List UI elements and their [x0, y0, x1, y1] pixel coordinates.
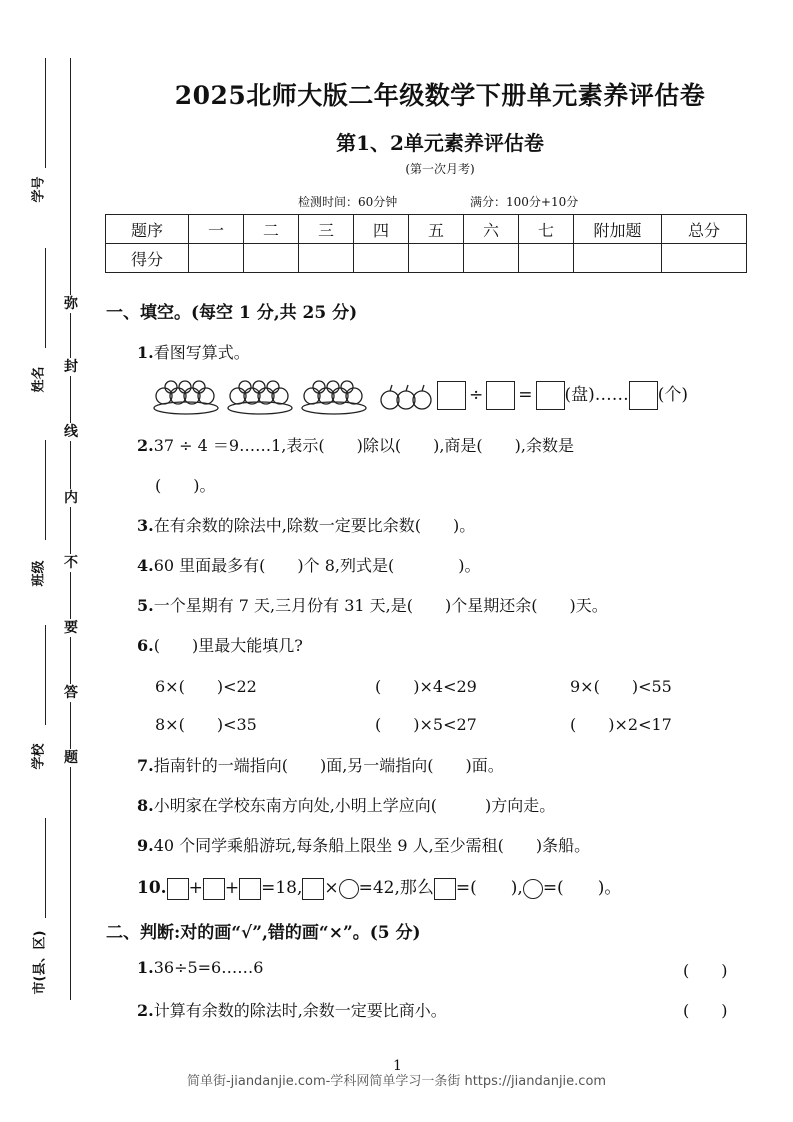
- seal-char: 要: [64, 620, 78, 636]
- question-number: 5.: [137, 596, 154, 615]
- question-text: ( )里最大能填几?: [153, 636, 303, 655]
- seal-char: 不: [64, 555, 78, 571]
- score-table-score-row: [106, 244, 747, 273]
- question-number: 8.: [137, 796, 154, 815]
- score-header: 二: [244, 215, 299, 244]
- score-header: 总分: [662, 215, 747, 244]
- question-text: 看图写算式。: [153, 343, 250, 362]
- inequality-item: 8×( )<35: [155, 715, 257, 734]
- apple-plate-icon: [302, 381, 366, 414]
- score-header: 六: [464, 215, 519, 244]
- label-class: 班级: [31, 560, 47, 587]
- page-number: 1: [393, 1058, 402, 1074]
- judge-item-2: [137, 998, 447, 1021]
- inequality-item: ( )×4<29: [375, 677, 477, 696]
- question-3: [137, 513, 475, 536]
- question-number: 2.: [137, 436, 154, 455]
- score-header: 三: [299, 215, 354, 244]
- footer-watermark: 简单街-jiandanjie.com-学科网简单学习一条街 https://jiandanjie.com: [186, 1074, 607, 1089]
- equation-product: =42,那么: [358, 878, 434, 898]
- judge-blank-1[interactable]: ( ): [683, 961, 728, 980]
- seal-char: 答: [64, 685, 78, 701]
- shape-box: [434, 878, 456, 900]
- seal-char: 题: [64, 750, 78, 766]
- label-city: 市(县、区): [32, 930, 48, 995]
- inequality-item: 9×( )<55: [570, 677, 672, 696]
- seal-char: 内: [64, 490, 78, 506]
- score-header: 一: [189, 215, 244, 244]
- score-table-header-row: [106, 215, 747, 244]
- question-9: [137, 833, 590, 856]
- score-cell[interactable]: [189, 244, 244, 273]
- shape-circle: [339, 879, 359, 899]
- score-table: [105, 214, 747, 273]
- label-student-id: 学号: [31, 176, 47, 203]
- unit-plate-remainder: (盘)……: [564, 385, 629, 405]
- score-cell[interactable]: [409, 244, 464, 273]
- equation-sum: =18,: [261, 878, 303, 898]
- apple-plate-icon: [228, 381, 292, 414]
- question-6: [137, 633, 303, 656]
- question-10: [137, 873, 621, 900]
- question-number: 10.: [137, 878, 167, 898]
- question-text: 60 里面最多有( )个 8,列式是( )。: [153, 556, 481, 575]
- exam-note: (第一次月考): [405, 162, 475, 176]
- apple-plates-illustration: [152, 374, 432, 418]
- exam-time: 检测时间：60分钟: [298, 195, 398, 209]
- question-number: 4.: [137, 556, 154, 575]
- shape-box: [239, 878, 261, 900]
- question-text: 指南针的一端指向( )面,另一端指向( )面。: [153, 756, 504, 775]
- full-score: 满分：100分+10分: [470, 195, 579, 209]
- seal-char: 线: [64, 424, 78, 440]
- question-2-continued: ( )。: [155, 476, 216, 495]
- score-header: 四: [354, 215, 409, 244]
- score-cell[interactable]: [662, 244, 747, 273]
- question-number: 7.: [137, 756, 154, 775]
- divide-sign: ÷: [469, 385, 484, 405]
- score-cell[interactable]: [354, 244, 409, 273]
- apple-plate-icon: [154, 381, 218, 414]
- score-header: 七: [519, 215, 574, 244]
- seal-char: 封: [64, 359, 78, 375]
- question-4: [137, 553, 480, 576]
- question-1: [137, 340, 250, 363]
- question-text: 小明家在学校东南方向处,小明上学应向( )方向走。: [153, 796, 556, 815]
- judge-blank-2[interactable]: ( ): [683, 1001, 728, 1020]
- question-number: 3.: [137, 516, 154, 535]
- seal-line: [70, 58, 71, 1000]
- shape-box: [203, 878, 225, 900]
- margin-line-outer-4: [45, 625, 46, 725]
- seal-char: 弥: [64, 296, 78, 312]
- shape-box: [302, 878, 324, 900]
- answer-box[interactable]: [536, 381, 565, 410]
- page-subtitle: 第1、2单元素养评估卷: [336, 131, 544, 155]
- margin-line-outer-3: [45, 440, 46, 540]
- score-header: 附加题: [574, 215, 662, 244]
- inequality-item: 6×( )<22: [155, 677, 257, 696]
- page-title: 2025北师大版二年级数学下册单元素养评估卷: [174, 81, 706, 110]
- judge-item-1: [137, 958, 263, 977]
- loose-apples-icon: [381, 385, 431, 409]
- score-header: 题序: [106, 215, 189, 244]
- inequality-item: ( )×5<27: [375, 715, 477, 734]
- question-text: 计算有余数的除法时,余数一定要比商小。: [153, 1001, 447, 1020]
- times-sign: ×: [324, 878, 339, 898]
- inequality-item: ( )×2<17: [570, 715, 672, 734]
- question-text: 一个星期有 7 天,三月份有 31 天,是( )个星期还余( )天。: [153, 596, 608, 615]
- plus-sign: +: [188, 878, 203, 898]
- question-text: 在有余数的除法中,除数一定要比余数( )。: [153, 516, 476, 535]
- answer-box[interactable]: [437, 381, 466, 410]
- question-number: 6.: [137, 636, 154, 655]
- question-8: [137, 793, 555, 816]
- question-number: 1.: [137, 343, 154, 362]
- score-cell[interactable]: [464, 244, 519, 273]
- question-number: 9.: [137, 836, 154, 855]
- circle-answer: =( )。: [542, 878, 622, 898]
- shape-box: [167, 878, 189, 900]
- score-cell[interactable]: [299, 244, 354, 273]
- label-school: 学校: [31, 743, 47, 770]
- margin-line-outer-5: [45, 818, 46, 918]
- score-row-label: 得分: [106, 244, 189, 273]
- question-2: [137, 433, 574, 456]
- question-5: [137, 593, 608, 616]
- answer-box[interactable]: [629, 381, 658, 410]
- equals-sign: =: [518, 385, 533, 405]
- question-1-equation: [437, 380, 688, 410]
- section-2-title: 二、判断:对的画“√”,错的画“×”。(5 分): [106, 923, 421, 943]
- score-cell[interactable]: [574, 244, 662, 273]
- section-1-title: 一、填空。(每空 1 分,共 25 分): [106, 303, 358, 323]
- margin-line-outer-2: [45, 248, 46, 348]
- score-header: 五: [409, 215, 464, 244]
- score-cell[interactable]: [244, 244, 299, 273]
- unit-item: (个): [657, 385, 689, 405]
- question-number: 1.: [137, 958, 154, 977]
- question-text: 40 个同学乘船游玩,每条船上限坐 9 人,至少需租( )条船。: [153, 836, 591, 855]
- score-cell[interactable]: [519, 244, 574, 273]
- plus-sign: +: [224, 878, 240, 898]
- question-number: 2.: [137, 1001, 154, 1020]
- shape-circle: [523, 879, 543, 899]
- box-answer: =( ),: [455, 878, 523, 898]
- question-7: [137, 753, 504, 776]
- answer-box[interactable]: [486, 381, 515, 410]
- question-text: 37 ÷ 4 ＝9……1,表示( )除以( ),商是( ),余数是: [153, 436, 574, 455]
- label-name: 姓名: [31, 366, 47, 393]
- question-text: 36÷5=6……6: [153, 958, 264, 977]
